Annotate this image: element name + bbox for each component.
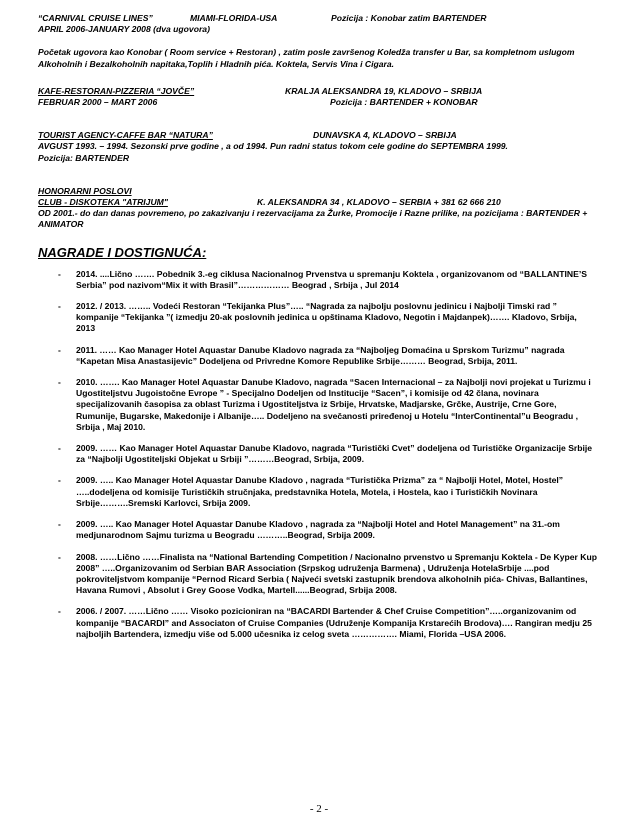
award-text: 2012. / 2013. …….. Vodeći Restoran “Tekijanka Plus”….. “Nagrada za najbolju poslovnu jedinicu i Najbolji Timski rad ” kompanije “Tekijanka ”( izmedju 20-ak poslovnih jedinica u opštinama Kladovo, Negotin i Majdanpek)……. Kladovo, Srbija, 2013	[76, 301, 577, 334]
award-item	[38, 377, 603, 433]
award-text: 2006. / 2007. ……Lično …… Visoko pozicioniran na “BACARDI Bartender & Chef Cruise Competition”…..organizovanim od kompanije “BACARDI” and Associaton of Cruise Companies (Udruženje Kompanija Krstarećih Brodova)…. Rangiran medju 25 najboljih Bartendera, izmedju više od 5.000 učesnika iz celog sveta ……………. Miami, Florida –USA 2006.	[76, 606, 592, 639]
list-bullet: -	[58, 377, 61, 388]
award-item	[38, 519, 603, 541]
award-item	[38, 345, 603, 367]
job-position: Pozicija : BARTENDER + KONOBAR	[330, 97, 478, 108]
resume-page	[38, 13, 603, 650]
list-bullet: -	[58, 344, 61, 355]
job-jovce-period-row	[38, 97, 603, 108]
list-bullet: -	[58, 606, 61, 617]
award-text: 2010. ……. Kao Manager Hotel Aquastar Danube Kladovo, nagrada “Sacen Internacional – za Najbolji novi projekat u Turizmu i Ugostiteljstvu Jugoistočne Evrope ” - Specijalno Dodeljen od Institucije “Sacen”, i komisije od 42 člana, novinara specijalizovanih časopisa za oblast Turizma i Ugostiteljstva iz Srbije, Hrvatske, Madjarske, Grčke, Austrije, Crne Gore, Rumunije, Bugarske, Makedonije i Albanije….. Dodeljeno na svečanosti priređenoj u Hotelu “InterContinental”u Beogradu , Srbija , Maj 2010.	[76, 377, 591, 432]
job-period: APRIL 2006-JANUARY 2008 (dva ugovora)	[38, 24, 210, 35]
job-carnival	[38, 13, 603, 70]
job-jovce-header	[38, 86, 603, 97]
award-text: 2009. ….. Kao Manager Hotel Aquastar Danube Kladovo , nagrada “Turistička Prizma” za “ Najbolji Hotel, Motel, Hostel” …..dodeljena od komisije Turističkih stručnjaka, predstavnika Hotela, Motela, i Hostela, kao i Turističkih Novinara Srbije……….Sremski Karlovci, Srbija 2009.	[76, 475, 564, 508]
award-text: 2009. ….. Kao Manager Hotel Aquastar Danube Kladovo , nagrada za “Najbolji Hotel and Hotel Management” na 31.-om medjunarodnom Sajmu turizma u Beogradu ………..Beograd, Srbija 2009.	[76, 519, 560, 541]
employer-location: MIAMI-FLORIDA-USA	[190, 13, 278, 23]
award-text: 2011. …… Kao Manager Hotel Aquastar Danube Kladovo nagrada za “Najboljeg Domaćina u Sprskom Turizmu” nagrada “Kapetan Misa Anastasijevic” Dodeljena od Privredne Komore Republike Srbije……… Beograd, Srbija, 2011.	[76, 344, 565, 366]
job-position: Pozicija: BARTENDER	[38, 152, 130, 163]
awards-list	[38, 269, 603, 640]
list-bullet: -	[58, 475, 61, 486]
list-bullet: -	[58, 268, 61, 279]
job-position: Pozicija : Konobar zatim BARTENDER	[331, 13, 487, 23]
award-text: 2008. ……Lično ……Finalista na “National Bartending Competition / Nacionalno prvenstvo u Spremanju Koktela - De Kyper Kup 2008” …..Organizovanim od Serbian BAR Association (Srpskog udruženja Barmena) , Udruženja HotelaSrbije ....pod pokroviteljstvom kompanije “Pernod Ricard Serbia ( Najveći svetski zastupnik brendova alkoholnih pića- Chivas, Ballantines, Havana Rumovi , Absolut i Grey Goose Vodka, Martell......Beograd, Srbija 2008.	[76, 551, 597, 596]
job-jovce	[38, 86, 603, 108]
employer-address: KRALJA ALEKSANDRA 19, KLADOVO – SRBIJA	[285, 85, 483, 96]
award-item	[38, 606, 603, 640]
list-bullet: -	[58, 301, 61, 312]
award-text: 2009. …… Kao Manager Hotel Aquastar Danube Kladovo, nagrada “Turistički Cvet” dodeljena od Turističke Organizacije Srbije za “Najbolji Ugostiteljski Objekat u Srbiji ”………Beograd, Srbija, 2009.	[76, 443, 593, 465]
award-item	[38, 443, 603, 465]
list-bullet: -	[58, 551, 61, 562]
awards-heading: NAGRADE I DOSTIGNUĆA:	[38, 244, 207, 260]
job-atrijum	[38, 186, 603, 231]
job-description: OD 2001.- do dan danas povremeno, po zakazivanju i rezervacijama za Žurke, Promocije i Razne prilike, na pozicijama : BARTENDER + ANIMATOR	[38, 208, 588, 230]
award-item	[38, 475, 603, 509]
award-item	[38, 301, 603, 335]
job-description: Početak ugovora kao Konobar ( Room service + Restoran) , zatim posle završenog Koledža transfer u Bar, sa kompletnom uslugom Alkoholnih i Bezalkoholnih napitaka,Toplih i Hladnih pića. Koktela, Servis Vina i Cigara.	[38, 47, 575, 69]
employer-address: K. ALEKSANDRA 34 , KLADOVO – SERBIA + 381 62 666 210	[257, 197, 501, 208]
job-carnival-header	[38, 13, 603, 24]
job-period: FEBRUAR 2000 – MART 2006	[38, 97, 158, 108]
employer-name: KAFE-RESTORAN-PIZZERIA “JOVČE”	[38, 85, 195, 96]
employer-address: DUNAVSKA 4, KLADOVO – SRBIJA	[313, 130, 457, 141]
job-natura	[38, 130, 603, 164]
award-text: 2014. ....Lično ……. Pobednik 3.-eg ciklusa Nacionalnog Prvenstva u spremanju Koktela , organizovanom od “BALLANTINE’S Serbia” pod nazivom“Mix it with Brasil”……………… Beograd , Srbija , Jul 2014	[76, 268, 587, 290]
employer-name: “CARNIVAL CRUISE LINES”	[38, 13, 153, 23]
employer-name: TOURIST AGENCY-CAFFE BAR “NATURA”	[38, 130, 213, 141]
page-number: - 2 -	[309, 803, 329, 815]
award-item	[38, 269, 603, 291]
employer-name: CLUB - DISKOTEKA "ATRIJUM"	[38, 197, 168, 208]
section-title: HONORARNI POSLOVI	[38, 185, 132, 196]
job-atrijum-header	[38, 197, 603, 208]
list-bullet: -	[58, 443, 61, 454]
award-item	[38, 552, 603, 597]
job-description: AVGUST 1993. – 1994. Sezonski prve godine , a od 1994. Pun radni status tokom cele godine do SEPTEMBRA 1999.	[38, 141, 508, 152]
list-bullet: -	[58, 519, 61, 530]
job-natura-header	[38, 130, 603, 141]
